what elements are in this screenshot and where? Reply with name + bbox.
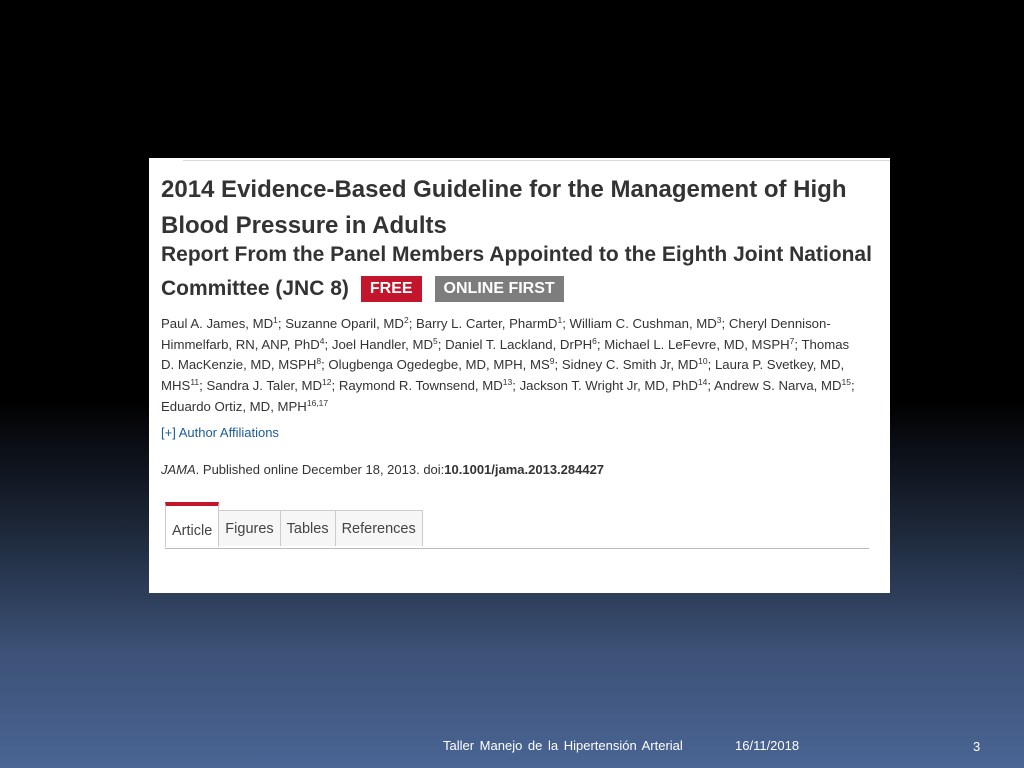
author-affiliation-number: 14 (697, 377, 708, 388)
article-title: 2014 Evidence-Based Guideline for the Management of High Blood Pressure in Adults (161, 176, 847, 239)
author-entry (445, 337, 604, 352)
author-affiliation-number: 9 (549, 356, 555, 367)
author-name: Sidney C. Smith Jr, MD (561, 357, 699, 373)
author-affiliation-number: 11 (190, 377, 200, 388)
footer-date: 16/11/2018 (735, 738, 800, 753)
author-name: William C. Cushman, MD (569, 316, 717, 331)
author-affiliation-number: 15 (841, 377, 851, 388)
author-separator: ; (707, 357, 715, 373)
author-separator: ; (850, 378, 855, 394)
author-entry (714, 378, 855, 393)
author-separator: ; (331, 378, 339, 394)
author-separator: ; (321, 357, 329, 373)
author-entry (206, 378, 338, 393)
online-first-badge: ONLINE FIRST (435, 276, 564, 302)
author-affiliation-number: 8 (316, 356, 322, 367)
author-affiliation-number: 1 (273, 315, 278, 325)
top-divider (183, 160, 890, 161)
author-affiliation-number: 5 (433, 335, 438, 346)
author-affiliation-number: 1 (557, 315, 563, 325)
slide-number: 3 (973, 739, 981, 754)
author-entry (604, 337, 801, 352)
author-name: Barry L. Carter, PharmD (416, 316, 558, 331)
author-name: Eduardo Ortiz, MD, MPH (161, 398, 307, 414)
author-name: Paul A. James, MD (161, 316, 274, 331)
author-entry (339, 378, 520, 393)
author-affiliation-number: 16,17 (306, 397, 329, 408)
tab-figures[interactable]: Figures (219, 510, 280, 546)
publication-info (161, 462, 604, 477)
author-separator: ; (707, 378, 714, 394)
author-name: Suzanne Oparil, MD (285, 316, 404, 331)
article-tabs (165, 502, 423, 548)
footer-title: Taller Manejo de la Hipertensión Arterial (443, 738, 683, 753)
tab-baseline (165, 548, 869, 549)
author-entry (520, 378, 714, 393)
published-date: . Published online December 18, 2013. doi: (195, 462, 445, 477)
author-separator: ; (721, 316, 729, 331)
author-separator: ; (562, 316, 570, 331)
author-affiliation-number: 2 (403, 315, 409, 325)
author-entry (328, 357, 561, 372)
author-separator: ; (408, 316, 417, 331)
author-separator: ; (596, 336, 605, 352)
author-affiliation-number: 3 (716, 315, 722, 325)
author-separator: ; (554, 357, 562, 373)
free-badge: FREE (361, 276, 422, 302)
author-name: Laura P. Svetkey, MD, MHS (161, 357, 845, 394)
author-entry (285, 316, 416, 331)
author-name: Olugbenga Ogedegbe, MD, MPH, MS (328, 357, 550, 373)
author-separator: ; (324, 336, 332, 352)
author-separator: ; (277, 316, 286, 331)
author-entry (161, 316, 285, 331)
tab-references[interactable]: References (336, 510, 423, 546)
author-affiliation-number: 12 (322, 377, 332, 388)
author-separator: ; (199, 378, 207, 394)
subtitle-text: Report From the Panel Members Appointed to the Eighth Joint National Committee (JNC 8) (161, 243, 872, 300)
author-entry (570, 316, 729, 331)
author-name: Jackson T. Wright Jr, MD, PhD (519, 378, 698, 394)
author-name: Andrew S. Narva, MD (713, 378, 842, 394)
author-entry (416, 316, 570, 331)
author-affiliation-number: 13 (502, 377, 513, 388)
article-screenshot (149, 158, 890, 593)
author-affiliation-number: 6 (592, 335, 597, 346)
author-list (161, 314, 861, 418)
author-name: Sandra J. Taler, MD (206, 378, 323, 394)
author-affiliation-number: 10 (698, 356, 708, 367)
author-entry (332, 337, 445, 352)
author-name: Raymond R. Townsend, MD (338, 378, 503, 394)
author-name: Joel Handler, MD (331, 336, 434, 352)
author-affiliation-number: 4 (319, 335, 325, 346)
author-separator: ; (794, 336, 802, 352)
author-name: Michael L. LeFevre, MD, MSPH (604, 336, 790, 352)
author-separator: ; (512, 378, 520, 394)
journal-name: JAMA (161, 462, 196, 477)
article-subtitle (161, 238, 881, 306)
author-affiliations-link[interactable]: [+] Author Affiliations (161, 425, 279, 440)
author-entry (562, 357, 715, 372)
tab-article[interactable]: Article (165, 502, 219, 547)
doi-value[interactable]: 10.1001/jama.2013.284427 (444, 462, 605, 477)
author-name: Daniel T. Lackland, DrPH (445, 336, 593, 352)
author-separator: ; (437, 336, 446, 352)
tab-tables[interactable]: Tables (281, 510, 336, 546)
author-entry (161, 399, 328, 414)
author-name: Thomas D. MacKenzie, MD, MSPH (161, 336, 850, 373)
author-name: Cheryl Dennison-Himmelfarb, RN, ANP, PhD (161, 316, 831, 352)
author-affiliation-number: 7 (789, 335, 795, 346)
